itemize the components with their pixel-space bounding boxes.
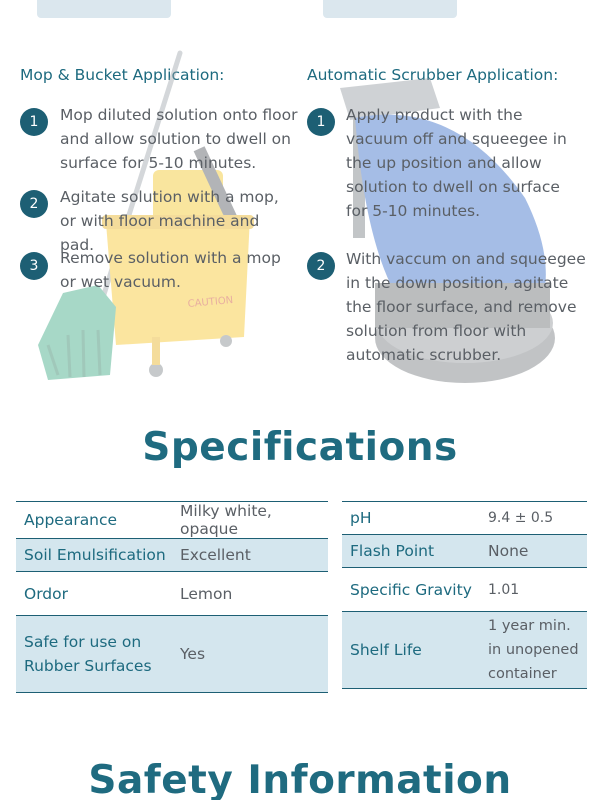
spec-table-right bbox=[342, 501, 587, 689]
spec-row-ordor bbox=[16, 572, 328, 616]
spec-row-specific-gravity bbox=[342, 568, 587, 612]
scrubber-step-2-number: 2 bbox=[307, 252, 335, 280]
spec-value: Excellent bbox=[180, 546, 251, 564]
spec-label: Shelf Life bbox=[350, 641, 422, 659]
mop-step-3-text: Remove solution with a mop or wet vacuum. bbox=[60, 249, 281, 291]
top-tab-left bbox=[37, 0, 171, 18]
safety-heading: Safety Information bbox=[88, 758, 512, 800]
mop-step-2-text: Agitate solution with a mop, or with floor machine and pad. bbox=[60, 188, 279, 254]
spec-value: 1 year min. in unopened container bbox=[488, 618, 579, 682]
mop-step-3-number: 3 bbox=[20, 252, 48, 280]
spec-label: Soil Emulsification bbox=[24, 546, 166, 564]
spec-value: 1.01 bbox=[488, 581, 520, 598]
spec-value: Yes bbox=[180, 645, 206, 663]
mop-section-title: Mop & Bucket Application: bbox=[20, 66, 225, 84]
spec-table-left bbox=[16, 501, 328, 693]
mop-step-1-text: Mop diluted solution onto floor and allow solution to dwell on surface for 5-10 minutes. bbox=[60, 106, 298, 172]
scrubber-section-title: Automatic Scrubber Application: bbox=[307, 66, 559, 84]
scrubber-step-2-text: With vaccum on and squeegee in the down position, agitate the floor surface, and remove solution from floor with automatic scrubber. bbox=[346, 250, 586, 364]
spec-row-shelf-life bbox=[342, 612, 587, 689]
spec-label: Specific Gravity bbox=[350, 580, 472, 599]
scrubber-step-1-text: Apply product with the vacuum off and squeegee in the up position and allow solution to dwell on surface for 5-10 minutes. bbox=[346, 106, 567, 220]
spec-label: Appearance bbox=[24, 511, 118, 529]
spec-row-flash-point bbox=[342, 535, 587, 568]
spec-row-rubber-safe bbox=[16, 616, 328, 693]
spec-value: None bbox=[488, 542, 529, 560]
spec-value: 9.4 ± 0.5 bbox=[488, 510, 554, 526]
spec-row-appearance bbox=[16, 502, 328, 539]
spec-label: Flash Point bbox=[350, 542, 435, 560]
spec-value: Milky white, opaque bbox=[180, 502, 272, 538]
spec-label: pH bbox=[350, 509, 372, 527]
specifications-heading: Specifications bbox=[142, 425, 458, 470]
svg-text:CAUTION: CAUTION bbox=[187, 295, 234, 310]
mop-step-2-number: 2 bbox=[20, 190, 48, 218]
spec-label: Safe for use on Rubber Surfaces bbox=[24, 633, 152, 675]
top-tab-right bbox=[323, 0, 457, 18]
scrubber-step-1-number: 1 bbox=[307, 108, 335, 136]
mop-step-1-number: 1 bbox=[20, 108, 48, 136]
spec-row-ph bbox=[342, 502, 587, 535]
spec-row-soil-emulsification bbox=[16, 539, 328, 572]
spec-value: Lemon bbox=[180, 584, 233, 603]
spec-label: Ordor bbox=[24, 584, 68, 603]
